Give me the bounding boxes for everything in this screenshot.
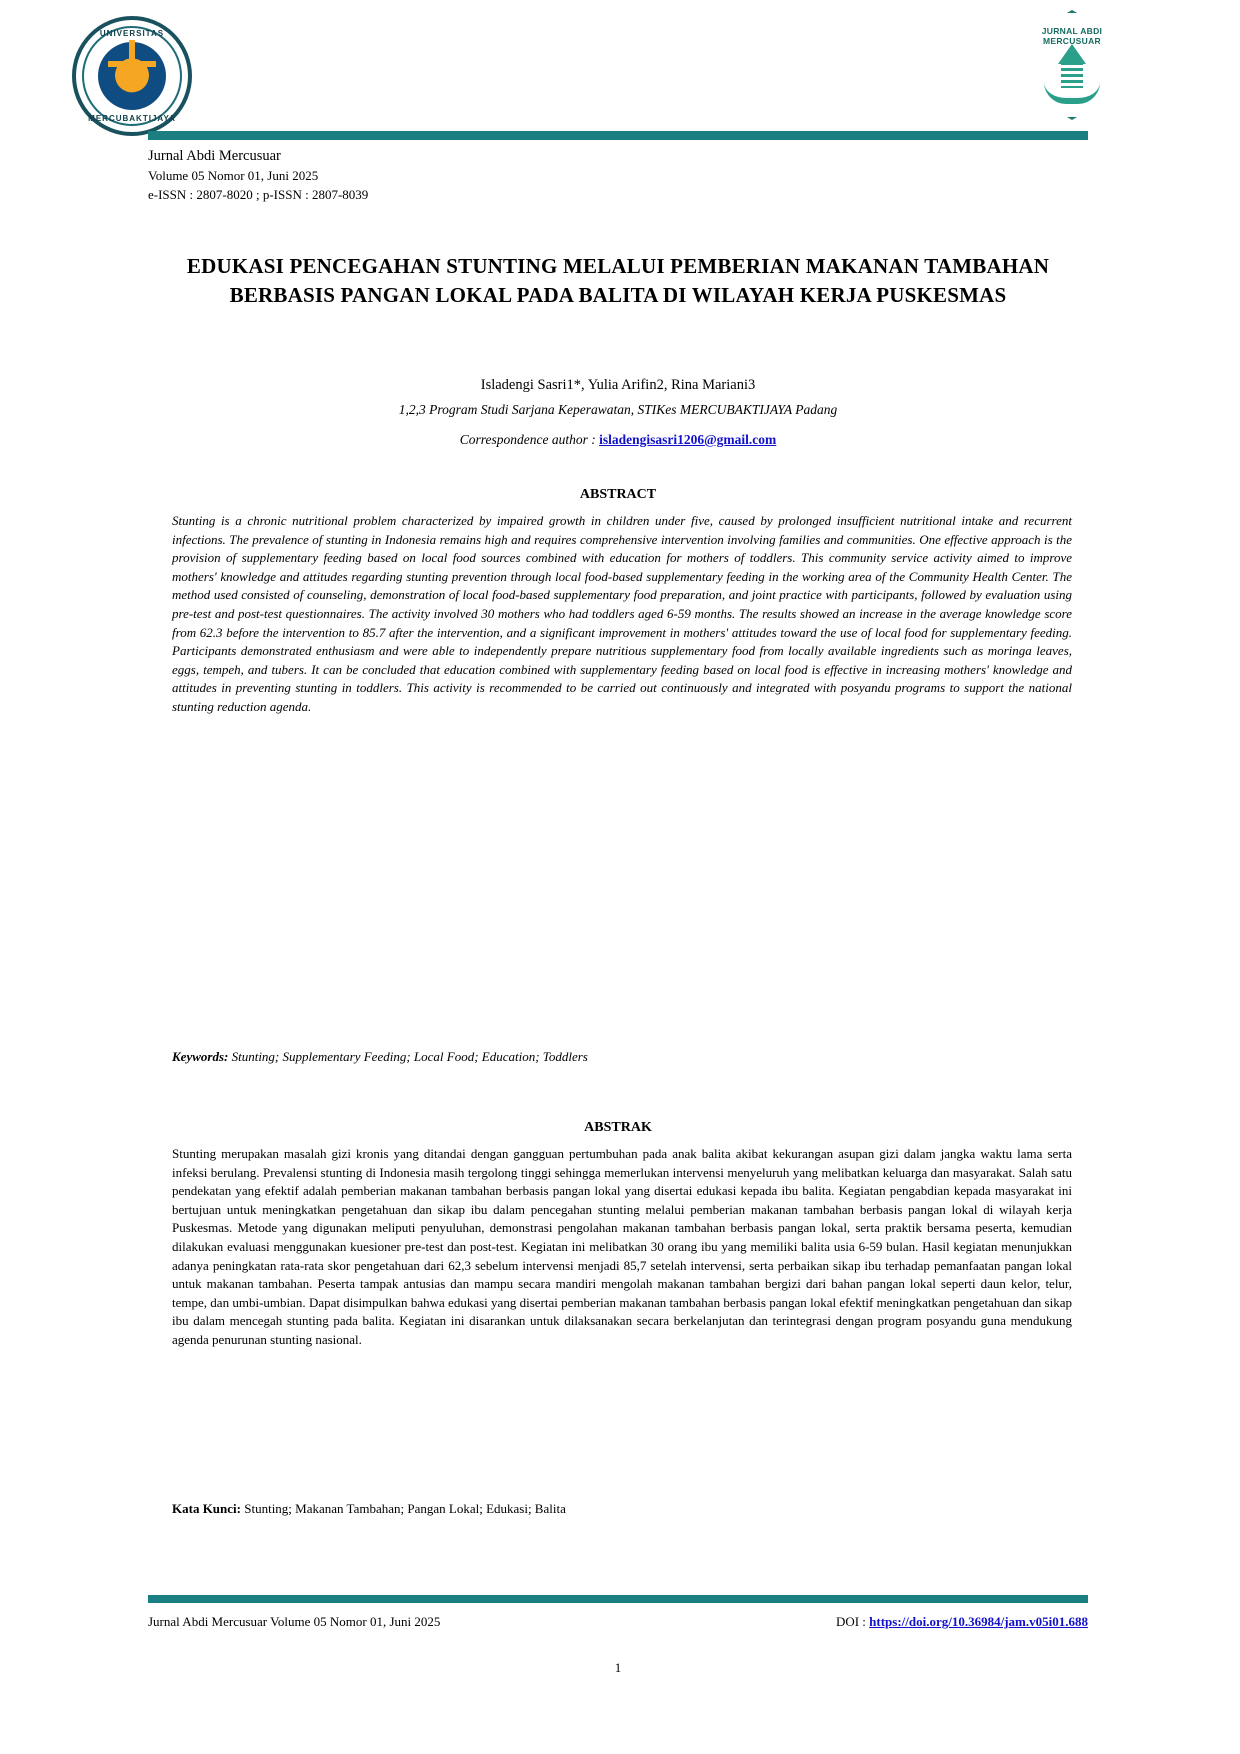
header-divider-rule bbox=[148, 131, 1088, 140]
doi-link[interactable]: https://doi.org/10.36984/jam.v05i01.688 bbox=[869, 1614, 1088, 1629]
keywords-value-id: Stunting; Makanan Tambahan; Pangan Lokal; Edukasi; Balita bbox=[244, 1501, 566, 1516]
abstract-body-en: Stunting is a chronic nutritional problem characterized by impaired growth in children under five, caused by prolonged insufficient nutritional intake and recurrent infections. The prevalence of stunting in Indonesia remains high and requires comprehensive intervention involving families and communities. One effective approach is the provision of supplementary feeding based on local food sources combined with education for mothers of toddlers. This community service activity aimed to improve mothers' knowledge and attitudes regarding stunting prevention through local food-based supplementary feeding in the working area of the Community Health Center. The method used consisted of counseling, demonstration of local food-based supplementary food preparation, and joint practice with participants, followed by evaluation using pre-test and post-test questionnaires. The activity involved 30 mothers who had toddlers aged 6-59 months. The results showed an increase in the average knowledge score from 62.3 before the intervention to 85.7 after the intervention, and a significant improvement in mothers' attitudes toward the use of local food for supplementary feeding. Participants demonstrated enthusiasm and were able to independently prepare nutritious supplementary food from locally available ingredients such as moringa leaves, eggs, tempeh, and tubers. It can be concluded that education combined with supplementary feeding based on local food is effective in increasing mothers' knowledge and attitudes in preventing stunting in toddlers. This activity is recommended to be carried out continuously and integrated with posyandu programs to support the national stunting reduction agenda. bbox=[172, 513, 1072, 714]
abstract-heading-id: ABSTRAK bbox=[584, 1120, 652, 1135]
keywords-value-en: Stunting; Supplementary Feeding; Local Food; Education; Toddlers bbox=[231, 1049, 588, 1064]
page-footer bbox=[148, 1612, 1088, 1631]
keywords-id bbox=[172, 1500, 1072, 1519]
journal-name: Jurnal Abdi Mercusuar bbox=[148, 148, 281, 164]
abstract-heading-en: ABSTRACT bbox=[579, 487, 657, 502]
seal-inner-disc bbox=[98, 42, 166, 110]
badge-title: JURNAL ABDI MERCUSUAR bbox=[1041, 26, 1103, 46]
page-number: 1 bbox=[614, 1660, 622, 1675]
abstract-body-id: Stunting merupakan masalah gizi kronis yang ditandai dengan gangguan pertumbuhan pada anak balita akibat kekurangan asupan gizi dalam jangka waktu lama serta infeksi berulang. Prevalensi stunting di Indonesia masih tergolong tinggi sehingga memerlukan intervensi menyeluruh yang melibatkan keluarga dan masyarakat. Salah satu pendekatan yang efektif adalah pemberian makanan tambahan berbasis pangan lokal yang disertai edukasi kepada ibu balita. Kegiatan pengabdian kepada masyarakat ini bertujuan untuk meningkatkan pengetahuan dan sikap ibu dalam pencegahan stunting melalui pemberian makanan tambahan berbasis pangan lokal di wilayah kerja Puskesmas. Metode yang digunakan meliputi penyuluhan, demonstrasi pengolahan makanan tambahan berbasis pangan lokal, serta praktik bersama peserta, kemudian dilakukan evaluasi menggunakan kuesioner pre-test dan post-test. Kegiatan ini melibatkan 30 orang ibu yang memiliki balita usia 6-59 bulan. Hasil kegiatan menunjukkan adanya peningkatan rata-rata skor pengetahuan dari 62,3 sebelum intervensi menjadi 85,7 setelah intervensi, serta perbaikan sikap ibu terhadap pemanfaatan pangan lokal untuk makanan tambahan. Peserta tampak antusias dan mampu secara mandiri mengolah makanan tambahan bergizi dari bahan pangan lokal seperti daun kelor, telur, tempe, dan umbi-umbian. Dapat disimpulkan bahwa edukasi yang disertai pemberian makanan tambahan berbasis pangan lokal efektif meningkatkan pengetahuan dan sikap ibu dalam mencegah stunting pada balita. Kegiatan ini disarankan untuk dilaksanakan secara berkelanjutan dan terintegrasi dengan program posyandu guna mendukung agenda penurunan stunting nasional. bbox=[172, 1146, 1072, 1347]
journal-issn: e-ISSN : 2807-8020 ; p-ISSN : 2807-8039 bbox=[148, 187, 369, 202]
article-title: EDUKASI PENCEGAHAN STUNTING MELALUI PEMBERIAN MAKANAN TAMBAHAN BERBASIS PANGAN LOKAL PADA BALITA DI WILAYAH KERJA PUSKESMAS bbox=[186, 254, 1050, 307]
seal-star-icon bbox=[115, 58, 149, 92]
keywords-en bbox=[172, 1048, 1072, 1067]
footer-divider-rule bbox=[148, 1595, 1088, 1603]
keywords-label-en: Keywords: bbox=[172, 1049, 229, 1064]
correspondence-email-link[interactable]: isladengisasri1206@gmail.com bbox=[599, 432, 777, 447]
journal-masthead bbox=[148, 146, 1088, 204]
footer-doi bbox=[836, 1612, 1088, 1631]
lighthouse-roof-icon bbox=[1058, 44, 1086, 64]
seal-text-bottom: MERCUBAKTIJAYA bbox=[88, 114, 176, 123]
author-list: Isladengi Sasri1*, Yulia Arifin2, Rina Mariani3 bbox=[480, 377, 756, 393]
author-affiliation: 1,2,3 Program Studi Sarjana Keperawatan, STIKes MERCUBAKTIJAYA Padang bbox=[398, 402, 838, 417]
correspondence-row bbox=[148, 432, 1088, 448]
footer-journal-info: Jurnal Abdi Mercusuar Volume 05 Nomor 01, Juni 2025 bbox=[148, 1614, 441, 1629]
correspondence-label: Correspondence author : bbox=[459, 432, 600, 447]
keywords-label-id: Kata Kunci: bbox=[172, 1501, 241, 1516]
jurnal-abdi-mercusuar-logo bbox=[1018, 10, 1126, 120]
doi-label: DOI : bbox=[835, 1614, 870, 1629]
universitas-seal-logo bbox=[72, 16, 192, 136]
journal-volume: Volume 05 Nomor 01, Juni 2025 bbox=[148, 168, 319, 183]
seal-text-top: UNIVERSITAS bbox=[99, 29, 165, 38]
